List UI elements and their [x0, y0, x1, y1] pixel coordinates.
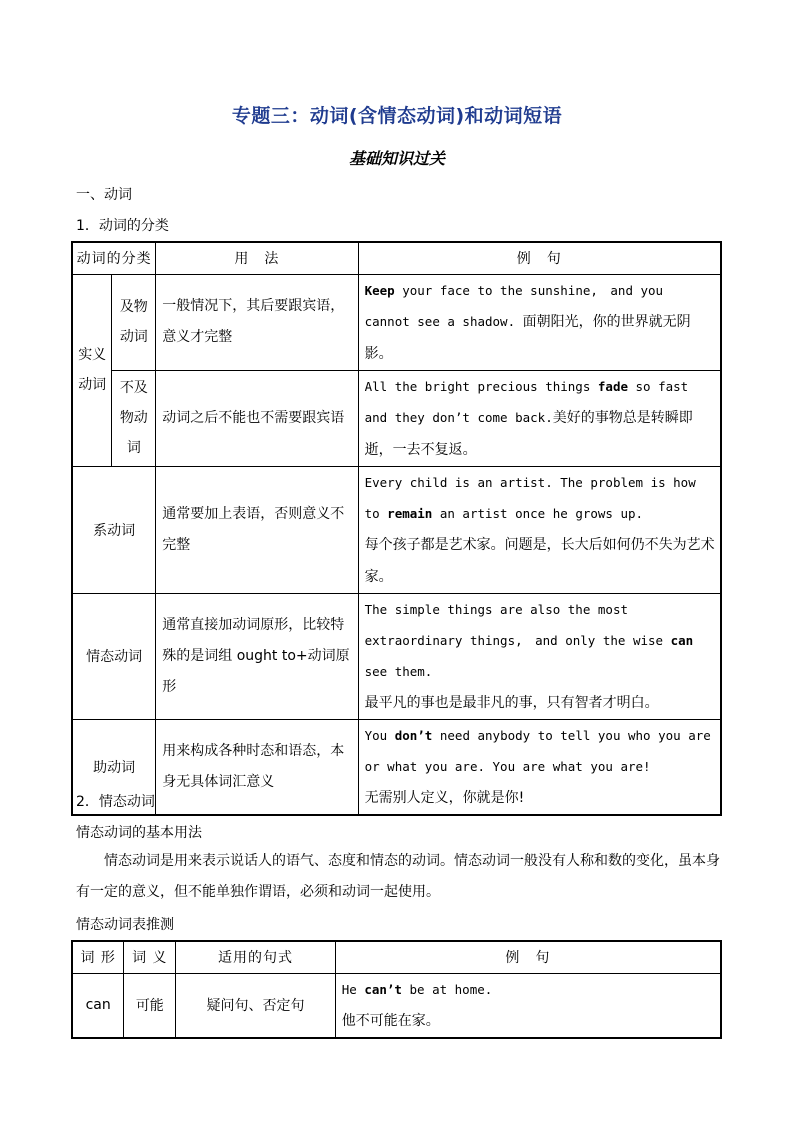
highlight-verb: can: [670, 632, 694, 648]
cell-form: can: [72, 973, 124, 1038]
highlight-verb: remain: [387, 505, 433, 521]
category-transitive: 及物 动词: [112, 274, 156, 370]
header-pattern: 适用的句式: [176, 941, 336, 973]
example-translation: 他不可能在家。: [341, 1012, 440, 1029]
example-translation: 面朝阳光，你的世界就无阴影。: [364, 313, 691, 362]
subheading-verb-classification: 1．动词的分类: [76, 218, 169, 234]
highlight-verb: don’t: [394, 727, 433, 743]
example-translation: 美好的事物总是转瞬即逝，一去不复返。: [364, 409, 693, 458]
usage-cell: 动词之后不能也不需要跟宾语: [156, 370, 358, 466]
table-header-row: [72, 941, 721, 973]
highlight-verb: fade: [597, 378, 628, 394]
table-row: [72, 973, 721, 1038]
table-row: [72, 370, 721, 466]
table-header-row: [72, 242, 721, 274]
table-row: [72, 719, 721, 815]
body-paragraph: 情态动词是用来表示说话人的语气、态度和情态的动词。情态动词一般没有人称和数的变化，虽本身有一定的意义，但不能单独作谓语，必须和动词一起使用。: [76, 853, 720, 900]
usage-cell: 通常要加上表语，否则意义不完整: [156, 466, 358, 593]
page-subtitle: 基础知识过关: [348, 149, 445, 168]
category-auxiliary-verb: 助动词: [72, 719, 156, 815]
header-example: 例 句: [358, 242, 721, 274]
highlight-verb: can’t: [364, 981, 402, 997]
example-translation: 最平凡的事也是最非凡的事，只有智者才明白。: [364, 694, 659, 711]
example-cell: All the bright precious things fade so fast and they don’t come back.美好的事物总是转瞬即逝，一去不复返。: [358, 370, 721, 466]
verb-classification-table: [71, 241, 722, 816]
category-modal-verb: 情态动词: [72, 593, 156, 719]
category-intransitive: 不及 物动 词: [112, 370, 156, 466]
example-cell: Keep your face to the sunshine, and you cannot see a shadow. 面朝阳光，你的世界就无阴影。: [358, 274, 721, 370]
header-category: 动词的分类: [72, 242, 156, 274]
page-title: 专题三：动词(含情态动词)和动词短语: [231, 105, 563, 127]
table-caption: 情态动词表推测: [76, 917, 174, 933]
subheading-modal-verbs: 2．情态动词: [76, 794, 155, 810]
table-row: [72, 274, 721, 370]
usage-cell: 一般情况下，其后要跟宾语，意义才完整: [156, 274, 358, 370]
example-cell: He can’t be at home. 他不可能在家。: [335, 973, 721, 1038]
cell-pattern: 疑问句、否定句: [176, 973, 336, 1038]
header-example: 例 句: [335, 941, 721, 973]
cell-meaning: 可能: [124, 973, 176, 1038]
header-meaning: 词 义: [124, 941, 176, 973]
table-row: [72, 593, 721, 719]
header-usage: 用 法: [156, 242, 358, 274]
modal-verb-inference-table: [71, 940, 722, 1039]
group-label-notional-verbs: 实义 动词: [72, 274, 112, 466]
header-form: 词 形: [72, 941, 124, 973]
example-cell: The simple things are also the most extraordinary things, and only the wise can see them. 最平凡的事也是最非凡的事，只有智者才明白。: [358, 593, 721, 719]
example-translation: 无需别人定义，你就是你!: [364, 789, 525, 806]
example-cell: You don’t need anybody to tell you who you are or what you are. You are what you are! 无需别人定义，你就是你!: [358, 719, 721, 815]
category-linking-verb: 系动词: [72, 466, 156, 593]
usage-cell: 用来构成各种时态和语态，本身无具体词汇意义: [156, 719, 358, 815]
example-translation: 每个孩子都是艺术家。问题是，长大后如何仍不失为艺术家。: [364, 536, 715, 585]
usage-cell: 通常直接加动词原形，比较特殊的是词组 ought to+动词原形: [156, 593, 358, 719]
section-heading-verbs: 一、动词: [76, 187, 132, 203]
table-row: [72, 466, 721, 593]
highlight-verb: Keep: [364, 282, 395, 298]
example-cell: Every child is an artist. The problem is how to remain an artist once he grows up. 每个孩子都是艺术家。问题是，长大后如何仍不失为艺术家。: [358, 466, 721, 593]
subheading-basic-usage: 情态动词的基本用法: [76, 825, 202, 841]
